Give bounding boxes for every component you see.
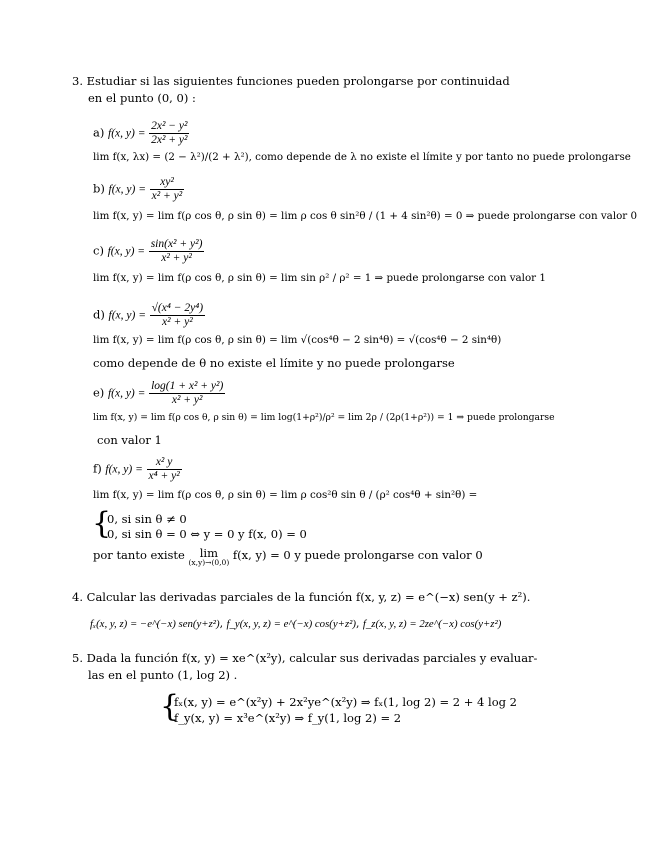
- problem-3-statement-2: en el punto (0, 0) :: [88, 91, 196, 105]
- problem-5-number: 5.: [72, 651, 83, 665]
- part-d-fraction: $\frac{\text{√(x⁴ − 2y⁴)}}{\text{x² + y²}}$: [151, 302, 204, 328]
- part-f-fraction: $\frac{\text{x² y}}{\text{x⁴ + y²}}$: [148, 456, 180, 482]
- problem-3-statement-1: Estudiar si las siguientes funciones pueden prolongarse por continuidad: [86, 74, 510, 88]
- part-c-function: c) f(x, y) = $\frac{\text{sin(x² + y²)}}{\text{x² + y²}}$: [93, 238, 203, 264]
- part-a-work: lim f(x, λx) = (2 − λ²)/(2 + λ²), como depende de λ no existe el límite y por tanto no puede prolongarse: [93, 151, 631, 163]
- part-e-work: lim f(x, y) = lim f(ρ cos θ, ρ sin θ) = lim log(1+ρ²)/ρ² = lim 2ρ / (2ρ(1+ρ²)) = 1 ⇒ puede prolongarse: [93, 412, 555, 423]
- part-d-note: como depende de θ no existe el límite y no puede prolongarse: [93, 356, 455, 370]
- problem-5-statement-1: Dada la función f(x, y) = xe^(x²y), calcular sus derivadas parciales y evaluar-: [86, 651, 538, 665]
- part-f-work: lim f(x, y) = lim f(ρ cos θ, ρ sin θ) = lim ρ cos²θ sin θ / (ρ² cos⁴θ + sin²θ) =: [93, 489, 478, 501]
- problem-4-fx: fₓ(x, y, z) = −e^(−x) sen(y+z²): [90, 618, 220, 630]
- part-e-note: con valor 1: [97, 433, 162, 447]
- part-e-fraction: $\frac{\text{log(1 + x² + y²)}}{\text{x² + y²}}$: [151, 380, 224, 406]
- part-c-work: lim f(x, y) = lim f(ρ cos θ, ρ sin θ) = lim sin ρ² / ρ² = 1 ⇒ puede prolongarse con valor 1: [93, 272, 546, 284]
- problem-5-fy: f_y(x, y) = x³e^(x²y) ⇒ f_y(1, log 2) = 2: [174, 711, 402, 725]
- problem-5-line-1: [72, 651, 537, 665]
- part-f-conclusion-limit: lim (x,y)→(0,0): [188, 546, 230, 567]
- part-d-work: lim f(x, y) = lim f(ρ cos θ, ρ sin θ) = lim √(cos⁴θ − 2 sin⁴θ) = √(cos⁴θ − 2 sin⁴θ): [93, 334, 502, 346]
- part-f-case-1: 0, si sin θ ≠ 0: [107, 512, 187, 526]
- problem-4-line: [72, 590, 530, 604]
- part-f-conclusion: por tanto existe lim (x,y)→(0,0) f(x, y) = 0 y puede prolongarse con valor 0: [93, 546, 483, 567]
- part-f-case-2: 0, si sin θ = 0 ⇔ y = 0 y f(x, 0) = 0: [107, 527, 307, 541]
- problem-4-derivatives: fₓ(x, y, z) = −e^(−x) sen(y+z²), f_y(x, y, z) = e^(−x) cos(y+z²), f_z(x, y, z) = 2ze^(−x) cos(y+z²): [90, 617, 502, 630]
- part-d-function: d) f(x, y) = $\frac{\text{√(x⁴ − 2y⁴)}}{\text{x² + y²}}$: [93, 302, 204, 328]
- part-f-cases-brace: {: [92, 506, 112, 541]
- problem-5-brace: {: [160, 689, 180, 724]
- problem-3-number: 3.: [72, 74, 83, 88]
- part-c-fraction: $\frac{\text{sin(x² + y²)}}{\text{x² + y²}}$: [150, 238, 203, 264]
- problem-5-statement-2: las en el punto (1, log 2) .: [88, 668, 238, 682]
- part-f-function: f) f(x, y) = $\frac{\text{x² y}}{\text{x⁴ + y²}}$: [93, 456, 180, 482]
- part-a-function: a) f(x, y) = $\frac{\text{2x² − y²}}{\text{2x² + y²}}$: [93, 120, 188, 146]
- problem-4-number: 4.: [72, 590, 83, 604]
- part-b-fraction: $\frac{\text{xy²}}{\text{x² + y²}}$: [151, 176, 183, 202]
- part-e-function: e) f(x, y) = $\frac{\text{log(1 + x² + y²)}}{\text{x² + y²}}$: [93, 380, 224, 406]
- part-b-function: b) f(x, y) = $\frac{\text{xy²}}{\text{x² + y²}}$: [93, 176, 183, 202]
- problem-4-statement: Calcular las derivadas parciales de la función f(x, y, z) = e^(−x) sen(y + z²).: [86, 590, 531, 604]
- part-b-work: lim f(x, y) = lim f(ρ cos θ, ρ sin θ) = lim ρ cos θ sin²θ / (1 + 4 sin²θ) = 0 ⇒ puede prolongarse con valor 0: [93, 210, 638, 222]
- problem-4-fy: f_y(x, y, z) = e^(−x) cos(y+z²): [226, 618, 356, 630]
- problem-4-fz: f_z(x, y, z) = 2ze^(−x) cos(y+z²): [362, 618, 502, 630]
- problem-5-fx: fₓ(x, y) = e^(x²y) + 2x²ye^(x²y) ⇒ fₓ(1, log 2) = 2 + 4 log 2: [174, 695, 517, 709]
- problem-3-line-1: [72, 74, 510, 88]
- part-a-fraction: $\frac{\text{2x² − y²}}{\text{2x² + y²}}$: [151, 120, 188, 146]
